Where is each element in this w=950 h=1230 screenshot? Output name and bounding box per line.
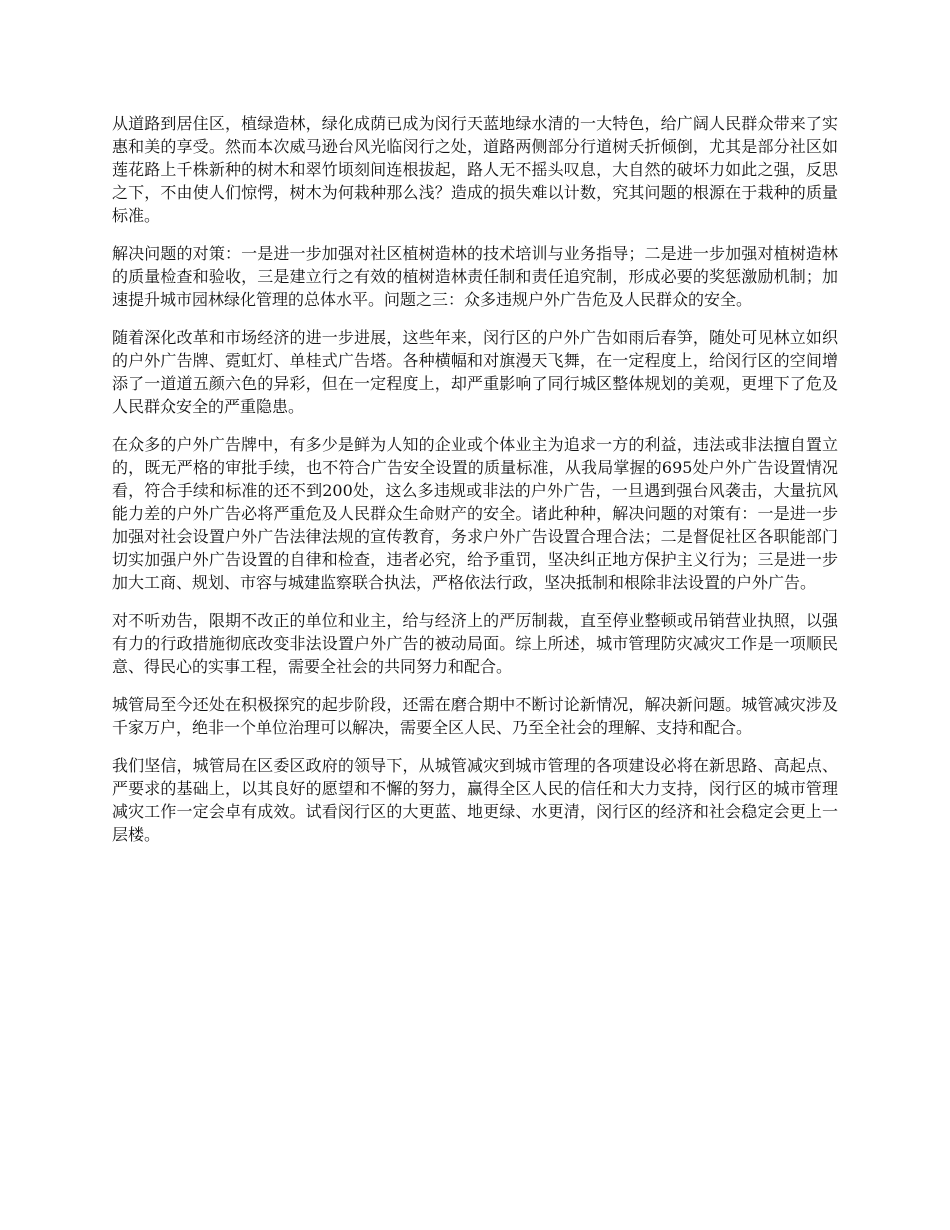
paragraph-outdoor-ads: 随着深化改革和市场经济的进一步进展，这些年来，闵行区的户外广告如雨后春笋，随处可见林立如织的户外广告牌、霓虹灯、单桂式广告塔。各种横幅和对旗漫天飞舞，在一定程度上，给闵行区的空间增添了一道道五颜六色的异彩，但在一定程度上，却严重影响了同行城区整体规划的美观，更埋下了危及人民群众安全的严重隐患。 (112, 328, 838, 416)
paragraph-illegal-ads: 在众多的户外广告牌中，有多少是鲜为人知的企业或个体业主为追求一方的利益，违法或非法擅自置立的，既无严格的审批手续，也不符合广告安全设置的质量标准，从我局掌握的695处户外广告设置情况看，符合手续和标准的还不到200处，这么多违规或非法的户外广告，一旦遇到强台风袭击，大量抗风能力差的户外广告必将严重危及人民群众生命财产的安全。诸此种种，解决问题的对策有：一是进一步加强对社会设置户外广告法律法规的宣传教育，务求户外广告设置合理合法；二是督促社区各职能部门切实加强户外广告设置的自律和检查，违者必究，给予重罚，坚决纠正地方保护主义行为；三是进一步加大工商、规划、市容与城建监察联合执法，严格依法行政，坚决抵制和根除非法设置的户外广告。 (112, 435, 838, 592)
paragraph-greening: 从道路到居住区，植绿造林，绿化成荫已成为闵行天蓝地绿水清的一大特色，给广阔人民群众带来了实惠和美的享受。然而本次威马逊台风光临闵行之处，道路两侧部分行道树夭折倾倒，尤其是部分社区如莲花路上千株新种的树木和翠竹顷刻间连根拔起，路人无不摇头叹息，大自然的破坏力如此之强，反思之下，不由使人们惊愕，树木为何栽种那么浅？造成的损失难以计数，究其问题的根源在于栽种的质量标准。 (112, 114, 838, 225)
paragraph-bureau-stage: 城管局至今还处在积极探究的起步阶段，还需在磨合期中不断讨论新情况，解决新问题。城管减灾涉及千家万户，绝非一个单位治理可以解决，需要全区人民、乃至全社会的理解、支持和配合。 (112, 695, 838, 737)
paragraph-sanctions: 对不听劝告，限期不改正的单位和业主，给与经济上的严厉制裁，直至停业整顿或吊销营业执照，以强有力的行政措施彻底改变非法设置户外广告的被动局面。综上所述，城市管理防灾减灾工作是一项顺民意、得民心的实事工程，需要全社会的共同努力和配合。 (112, 611, 838, 676)
paragraph-greening-solutions: 解决问题的对策：一是进一步加强对社区植树造林的技术培训与业务指导；二是进一步加强对植树造林的质量检查和验收，三是建立行之有效的植树造林责任制和责任追究制，形成必要的奖惩激励机制；加速提升城市园林绿化管理的总体水平。问题之三：众多违规户外广告危及人民群众的安全。 (112, 244, 838, 309)
paragraph-conclusion: 我们坚信，城管局在区委区政府的领导下，从城管减灾到城市管理的各项建设必将在新思路、高起点、严要求的基础上，以其良好的愿望和不懈的努力，赢得全区人民的信任和大力支持，闵行区的城市管理减灾工作一定会卓有成效。试看闵行区的大更蓝、地更绿、水更清，闵行区的经济和社会稳定会更上一层楼。 (112, 756, 838, 844)
document-page (112, 112, 838, 861)
